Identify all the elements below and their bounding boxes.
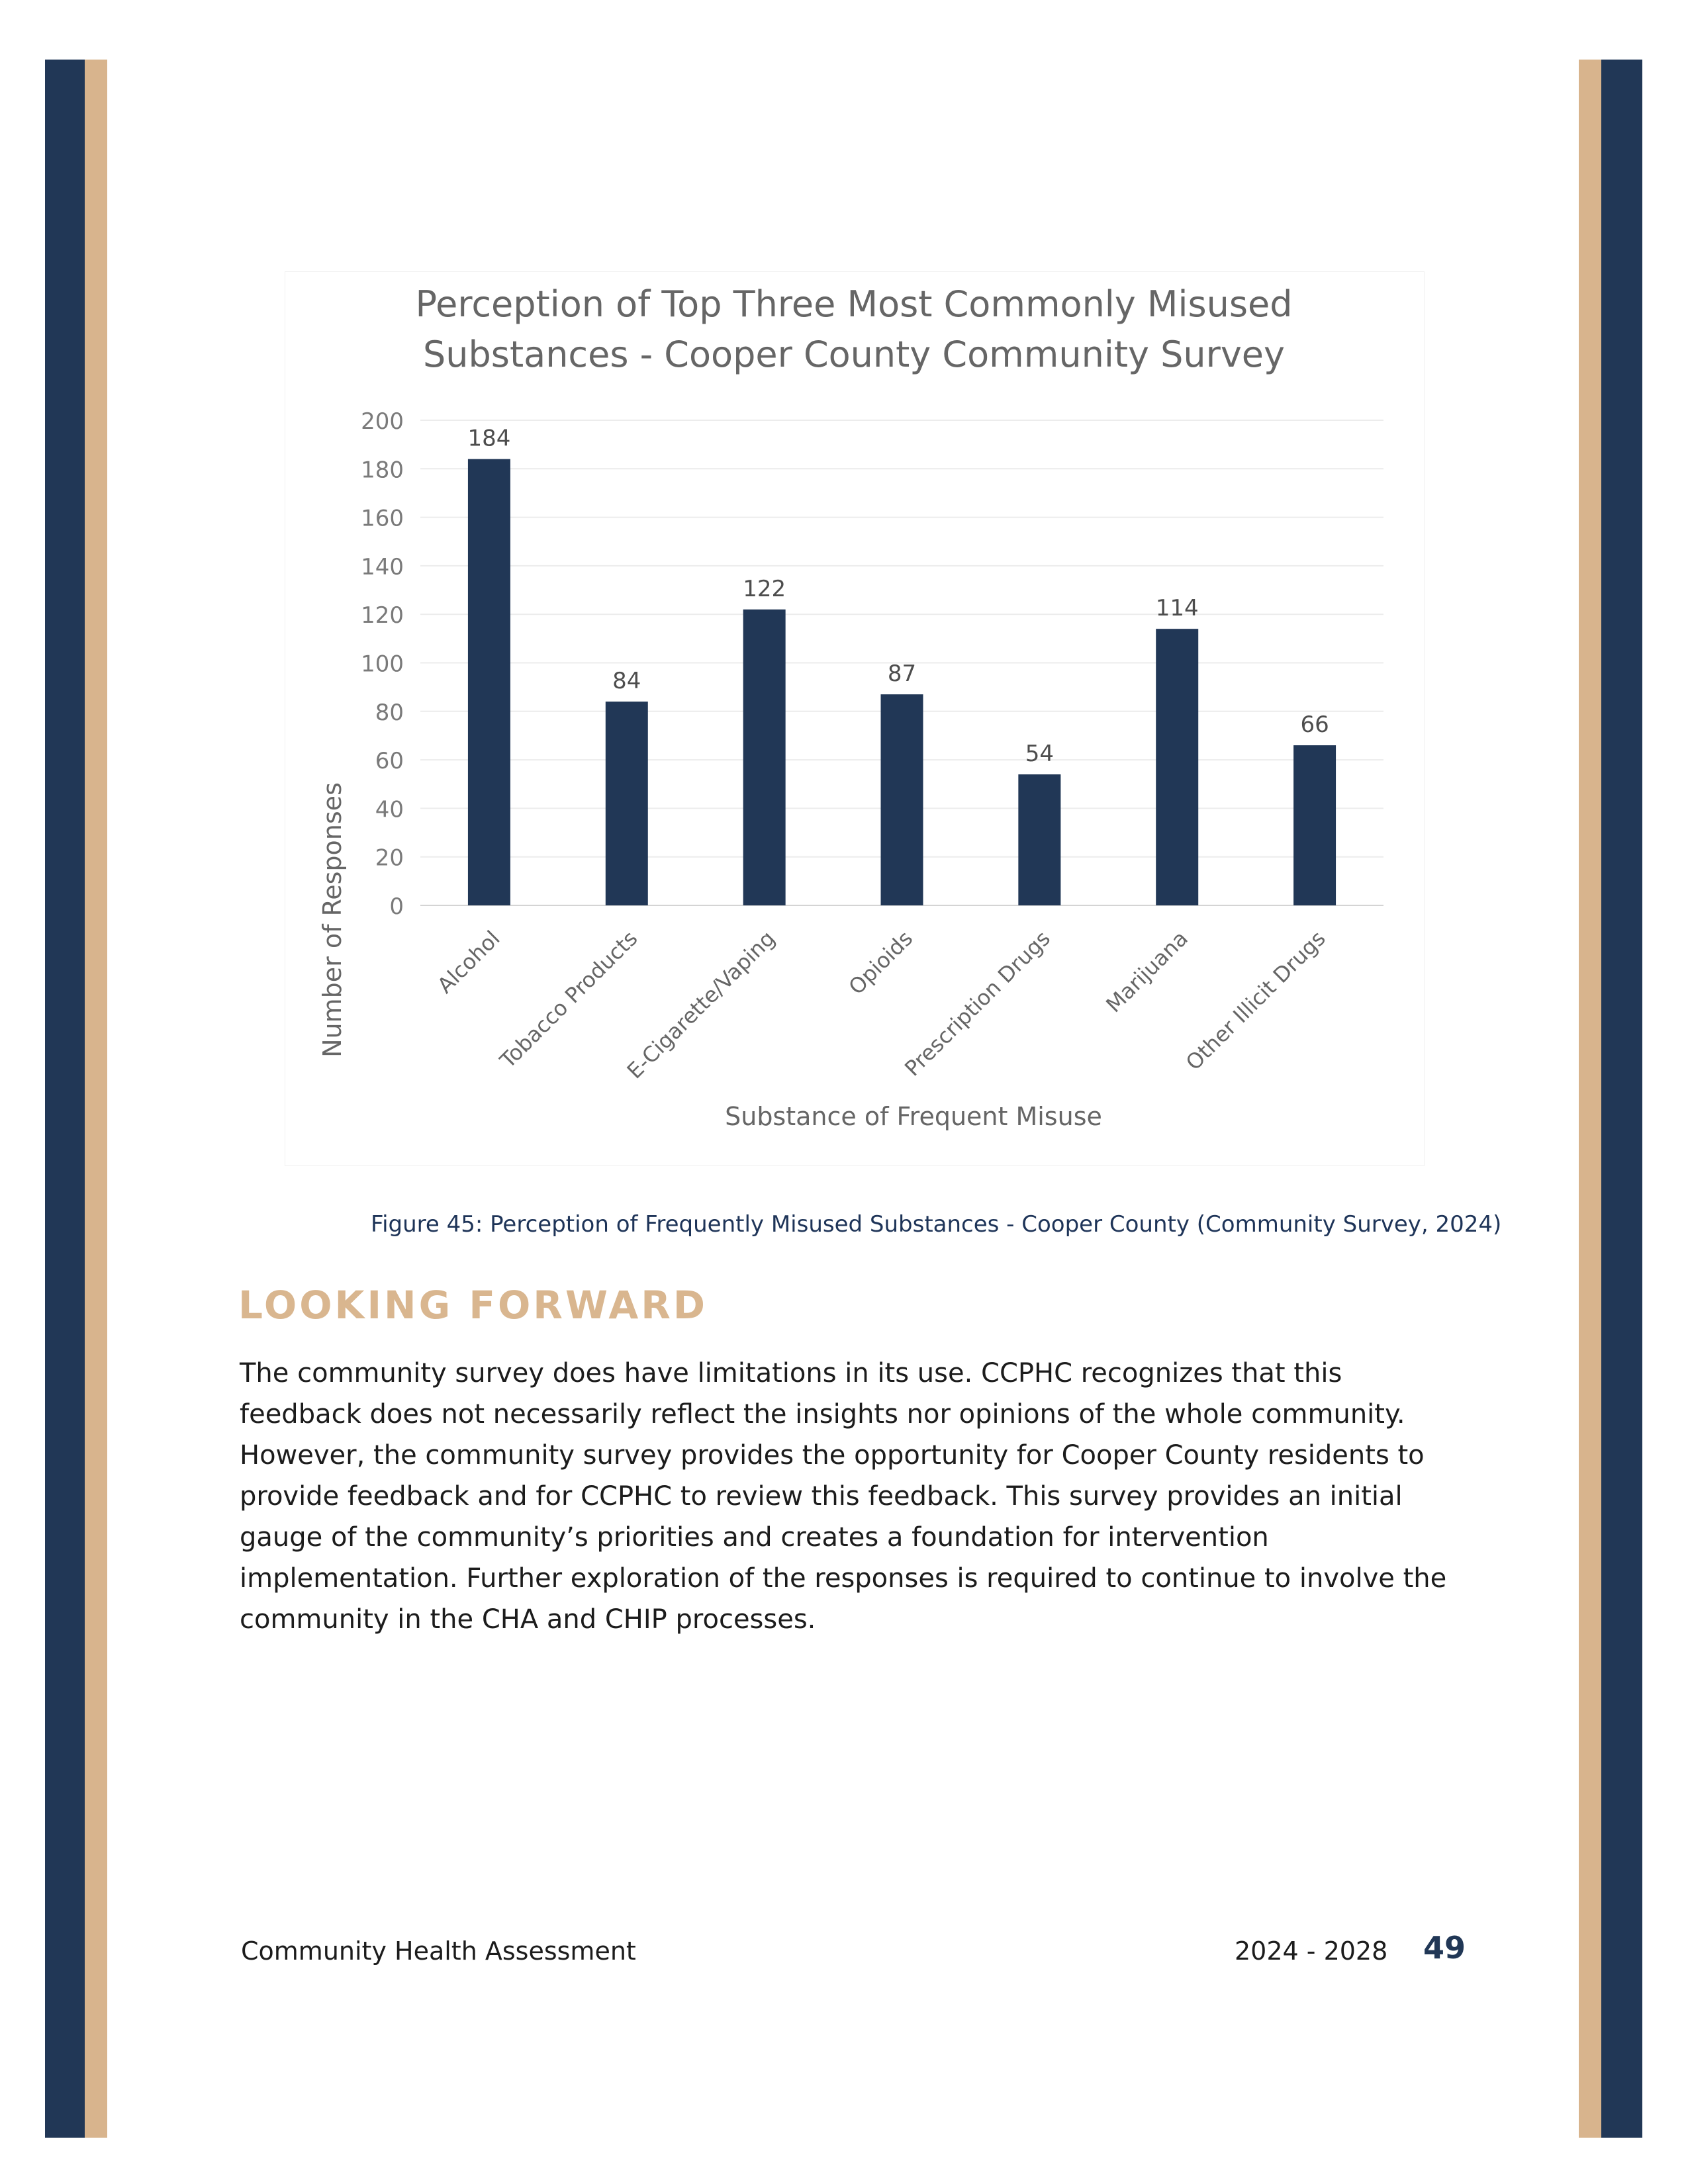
- data-label: 54: [1025, 741, 1054, 768]
- chart-title-line: Substances - Cooper County Community Survey: [423, 334, 1285, 375]
- bar: [1018, 774, 1060, 905]
- y-tick-label: 100: [361, 651, 404, 678]
- x-tick-label: E-Cigarette/Vaping: [622, 925, 780, 1084]
- x-axis-title: Substance of Frequent Misuse: [725, 1102, 1102, 1131]
- y-tick-label: 120: [361, 602, 404, 629]
- x-tick-label: Other Illicit Drugs: [1180, 925, 1331, 1075]
- x-tick-label: Marijuana: [1101, 925, 1193, 1018]
- y-tick-label: 80: [375, 699, 404, 726]
- right-navy-stripe: [1601, 60, 1642, 2138]
- data-label: 184: [467, 425, 511, 452]
- x-tick-label: Prescription Drugs: [900, 925, 1056, 1081]
- y-tick-label: 140: [361, 553, 404, 580]
- data-label: 87: [887, 660, 917, 688]
- footer-document-title: Community Health Assessment: [241, 1936, 636, 1966]
- y-tick-label: 20: [375, 844, 404, 872]
- left-navy-stripe: [45, 60, 85, 2138]
- y-tick-label: 160: [361, 505, 404, 532]
- footer-years: 2024 - 2028: [1235, 1936, 1388, 1966]
- y-tick-label: 60: [375, 748, 404, 775]
- left-tan-stripe: [85, 60, 107, 2138]
- data-label: 84: [612, 668, 641, 695]
- x-axis-ticks: [432, 926, 1331, 1084]
- bar-chart: [285, 271, 1423, 1165]
- bar: [1156, 629, 1198, 905]
- section-heading: LOOKING FORWARD: [238, 1283, 708, 1328]
- page-number: 49: [1423, 1930, 1466, 1966]
- bar: [881, 694, 923, 905]
- bar: [468, 459, 510, 905]
- chart-title: [415, 283, 1292, 375]
- data-label: 122: [743, 575, 786, 602]
- chart-title-line: Perception of Top Three Most Commonly Misused: [415, 283, 1293, 325]
- body-paragraph: The community survey does have limitations in its use. CCPHC recognizes that this feedback does not necessarily reflect the insights nor opinions of the whole community. However, the community survey provides the opportunity for Cooper County residents to provide feedback and for CCPHC to review this feedback. This survey provides an initial gauge of the community’s priorities and creates a foundation for intervention implementation. Further exploration of the responses is required to continue to involve the community in the CHA and CHIP processes.: [240, 1358, 1447, 1635]
- y-axis-ticks: [361, 408, 404, 920]
- x-tick-label: Opioids: [843, 925, 918, 1000]
- y-axis-title: Number of Responses: [318, 782, 347, 1058]
- right-tan-stripe: [1579, 60, 1601, 2138]
- data-label: 66: [1300, 711, 1329, 739]
- data-label: 114: [1155, 595, 1199, 622]
- y-tick-label: 0: [389, 893, 404, 920]
- bar: [1293, 745, 1336, 905]
- figure-caption: Figure 45: Perception of Frequently Misused Substances - Cooper County (Community Survey, 2024): [371, 1211, 1502, 1238]
- y-tick-label: 180: [361, 457, 404, 484]
- y-tick-label: 40: [375, 796, 404, 823]
- bar: [606, 702, 648, 905]
- x-tick-label: Alcohol: [432, 925, 505, 999]
- bar: [743, 610, 786, 905]
- x-tick-label: Tobacco Products: [494, 925, 643, 1073]
- y-tick-label: 200: [361, 408, 404, 435]
